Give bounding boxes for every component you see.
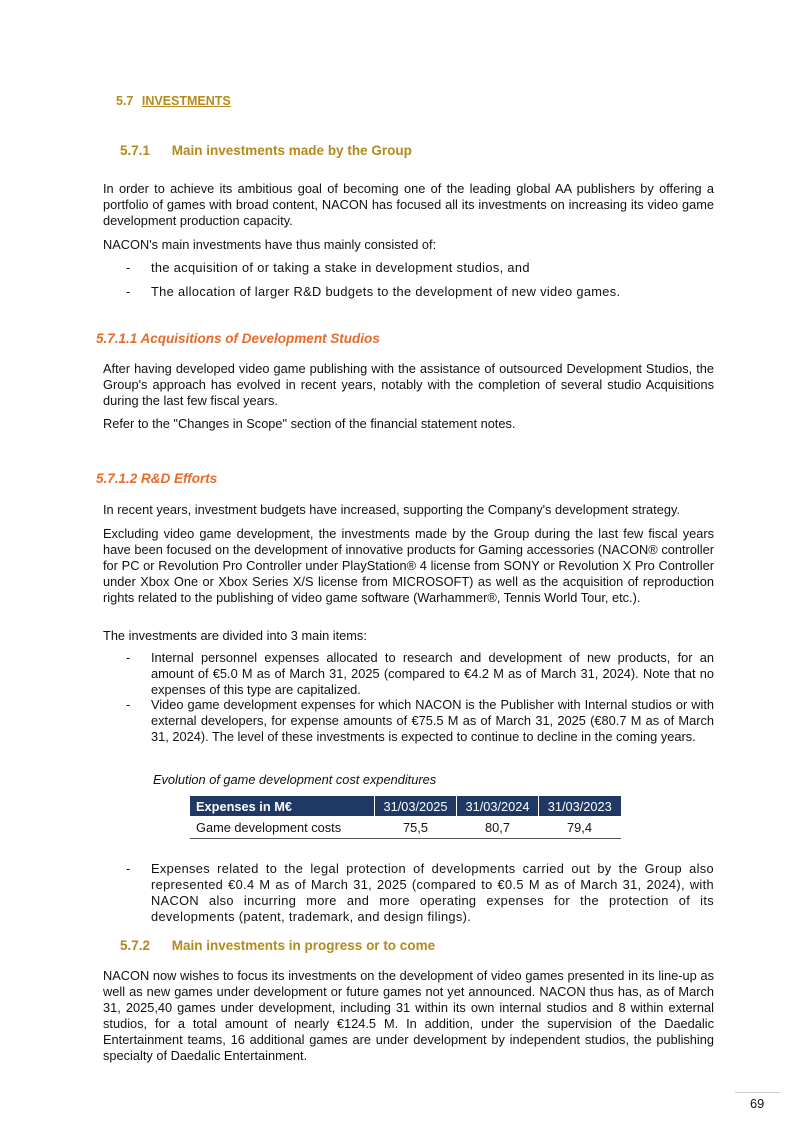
section-heading [116,94,231,108]
list-item-text: Expenses related to the legal protection of developments carried out by the Group also represented €0.4 M as of March 31, 2025 (compared to €0.5 M as of March 31, 2024), with NACON also incurring more and more operating expenses for the protection of its developments (patent, trademark, and design filings). [151,861,714,924]
subsection-number: 5.7.1 [120,143,151,158]
list-item [126,861,714,925]
paragraph: NACON's main investments have thus mainly consisted of: [103,237,437,252]
list-item [126,284,714,300]
table-header-cell: Expenses in M€ [190,796,375,816]
table-cell: 75,5 [375,816,457,839]
list-item [126,697,714,745]
paragraph: Refer to the "Changes in Scope" section of the financial statement notes. [103,416,516,431]
subsection-heading-5-7-2 [120,938,435,953]
table-cell: 79,4 [539,816,621,839]
section-title: INVESTMENTS [141,94,231,108]
table-cell: 80,7 [457,816,539,839]
bullet-dash: - [126,284,131,299]
list-item [126,260,714,276]
subsection-title: Main investments in progress or to come [171,938,436,953]
table-row [190,816,621,839]
subsubsection-heading-5-7-1-1: 5.7.1.1 Acquisitions of Development Studios [96,331,380,346]
paragraph: Excluding video game development, the investments made by the Group during the last few fiscal years have been focused on the development of innovative products for Gaming accessories (NACON® controller for PC or Revolution Pro Controller under PlayStation® 4 license from SONY or Revolution X Pro Controller under Xbox One or Xbox Series X/S license from MICROSOFT) as well as the acquisition of reproduction rights related to the publishing of video game software (Warhammer®, Tennis World Tour, etc.). [103,526,714,605]
list-item [126,650,714,698]
subsection-heading-5-7-1 [120,143,412,158]
page-number: 69 [750,1096,765,1111]
list-item-text: Internal personnel expenses allocated to research and development of new products, for an amount of €5.0 M as of March 31, 2025 (compared to €4.2 M as of March 31, 2024). Note that no expenses of this type are capitalized. [151,650,714,697]
table-caption: Evolution of game development cost expenditures [153,772,437,787]
subsubsection-heading-5-7-1-2: 5.7.1.2 R&D Efforts [96,471,218,486]
table-header-cell: 31/03/2024 [457,796,539,816]
table-cell: Game development costs [190,816,375,839]
paragraph: The investments are divided into 3 main items: [103,628,367,643]
list-item-text: The allocation of larger R&D budgets to the development of new video games. [151,284,621,299]
list-item-text: the acquisition of or taking a stake in development studios, and [151,260,530,275]
expenses-table [190,796,621,839]
bullet-dash: - [126,260,131,275]
subsection-title: Main investments made by the Group [171,143,412,158]
paragraph: After having developed video game publishing with the assistance of outsourced Development Studios, the Group's approach has evolved in recent years, notably with the completion of several studio Acquisitions during the last few fiscal years. [103,361,714,408]
bullet-dash: - [126,650,131,665]
list-item-text: Video game development expenses for which NACON is the Publisher with Internal studios or with external developers, for expense amounts of €75.5 M as of March 31, 2025 (€80.7 M as of March 31, 2024). The level of these investments is expected to continue to decline in the coming years. [151,697,714,744]
bullet-dash: - [126,861,131,876]
bullet-dash: - [126,697,131,712]
paragraph: In recent years, investment budgets have increased, supporting the Company's development strategy. [103,502,680,517]
section-number: 5.7 [116,94,134,108]
subsection-number: 5.7.2 [120,938,151,953]
table-header-cell: 31/03/2025 [375,796,457,816]
paragraph: NACON now wishes to focus its investments on the development of video games presented in its line-up as well as new games under development or future games not yet announced. NACON thus has, as of March 31, 2025,40 games under development, including 31 within its own internal studios and 8 within external studios, for a total amount of nearly €124.5 M. In addition, under the supervision of the Daedalic Entertainment teams, 16 additional games are under development by independent studios, the publishing specialty of Daedalic Entertainment. [103,968,714,1063]
paragraph: In order to achieve its ambitious goal of becoming one of the leading global AA publishers by offering a portfolio of games with broad content, NACON has focused all its investments on increasing its video game development production capacity. [103,181,714,228]
footer-divider [735,1092,780,1093]
table-header-row [190,796,621,816]
table-header-cell: 31/03/2023 [539,796,621,816]
